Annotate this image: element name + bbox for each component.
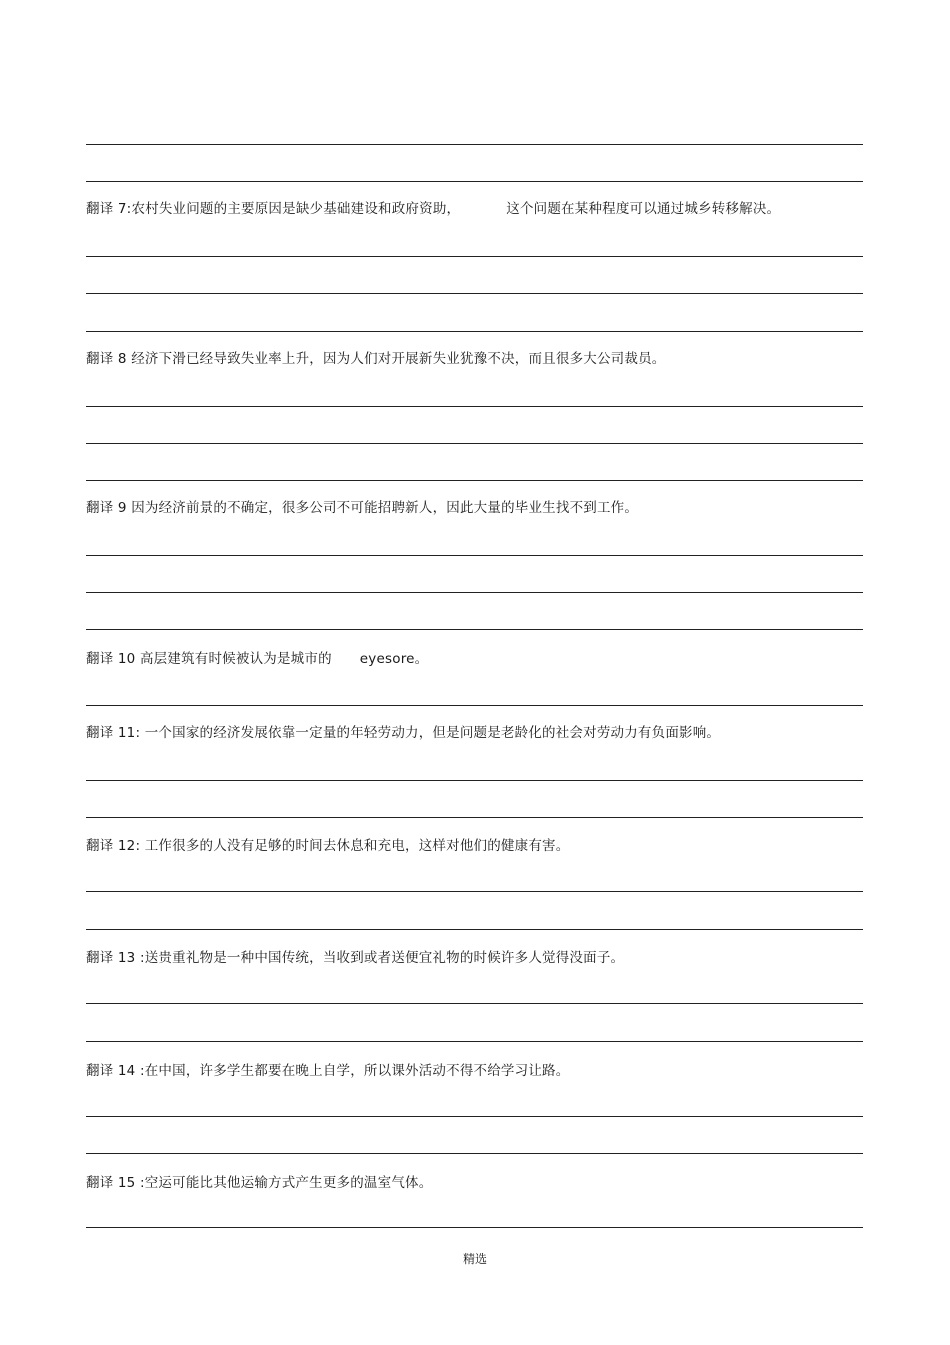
translation-prompt-13 — [86, 950, 624, 966]
answer-line — [86, 1003, 863, 1004]
prompt-text: 因为经济前景的不确定，很多公司不可能招聘新人，因此大量的毕业生找不到工作。 — [131, 500, 639, 516]
page-footer: 精选 — [462, 1252, 487, 1266]
prompt-text: 工作很多的人没有足够的时间去休息和充电，这样对他们的健康有害。 — [144, 838, 570, 854]
answer-line — [86, 480, 863, 481]
translation-prompt-7 — [86, 201, 780, 217]
answer-line — [86, 705, 863, 706]
prompt-text: 在中国，许多学生都要在晚上自学，所以课外活动不得不给学习让路。 — [144, 1063, 570, 1079]
answer-line — [86, 443, 863, 444]
answer-line — [86, 181, 863, 182]
translation-prompt-14 — [86, 1063, 569, 1079]
prompt-text: 高层建筑有时候被认为是城市的 — [139, 651, 332, 667]
translation-prompt-10 — [86, 651, 428, 667]
translation-prompt-9 — [86, 500, 638, 516]
answer-line — [86, 256, 863, 257]
prompt-label: 翻译 14 : — [86, 1063, 145, 1079]
prompt-text: 空运可能比其他运输方式产生更多的温室气体。 — [144, 1175, 433, 1191]
answer-line — [86, 1116, 863, 1117]
answer-line — [86, 929, 863, 930]
answer-line — [86, 331, 863, 332]
answer-line — [86, 780, 863, 781]
answer-line — [86, 629, 863, 630]
prompt-label: 翻译 10 — [86, 651, 136, 667]
answer-line — [86, 293, 863, 294]
prompt-text: 经济下滑已经导致失业率上升，因为人们对开展新失业犹豫不决，而且很多大公司裁员。 — [131, 351, 666, 367]
prompt-text: 一个国家的经济发展依靠一定量的年轻劳动力，但是问题是老龄化的社会对劳动力有负面影响。 — [144, 725, 721, 741]
prompt-label: 翻译 8 — [86, 351, 127, 367]
translation-prompt-11 — [86, 725, 720, 741]
prompt-label: 翻译 12: — [86, 838, 141, 854]
prompt-text-continued: eyesore。 — [359, 651, 429, 667]
answer-line — [86, 1153, 863, 1154]
answer-line — [86, 555, 863, 556]
answer-line — [86, 891, 863, 892]
answer-line — [86, 817, 863, 818]
prompt-text: 农村失业问题的主要原因是缺少基础建设和政府资助， — [131, 201, 461, 217]
answer-line — [86, 144, 863, 145]
answer-line — [86, 406, 863, 407]
answer-line — [86, 1041, 863, 1042]
answer-line — [86, 1227, 863, 1228]
translation-prompt-12 — [86, 838, 569, 854]
prompt-label: 翻译 15 : — [86, 1175, 145, 1191]
prompt-text: 送贵重礼物是一种中国传统，当收到或者送便宜礼物的时候许多人觉得没面子。 — [144, 950, 625, 966]
answer-line — [86, 592, 863, 593]
prompt-label: 翻译 13 : — [86, 950, 145, 966]
translation-prompt-15 — [86, 1175, 432, 1191]
prompt-label: 翻译 7: — [86, 201, 132, 217]
translation-prompt-8 — [86, 351, 666, 367]
prompt-label: 翻译 9 — [86, 500, 127, 516]
prompt-label: 翻译 11: — [86, 725, 141, 741]
prompt-text-continued: 这个问题在某种程度可以通过城乡转移解决。 — [506, 201, 781, 217]
